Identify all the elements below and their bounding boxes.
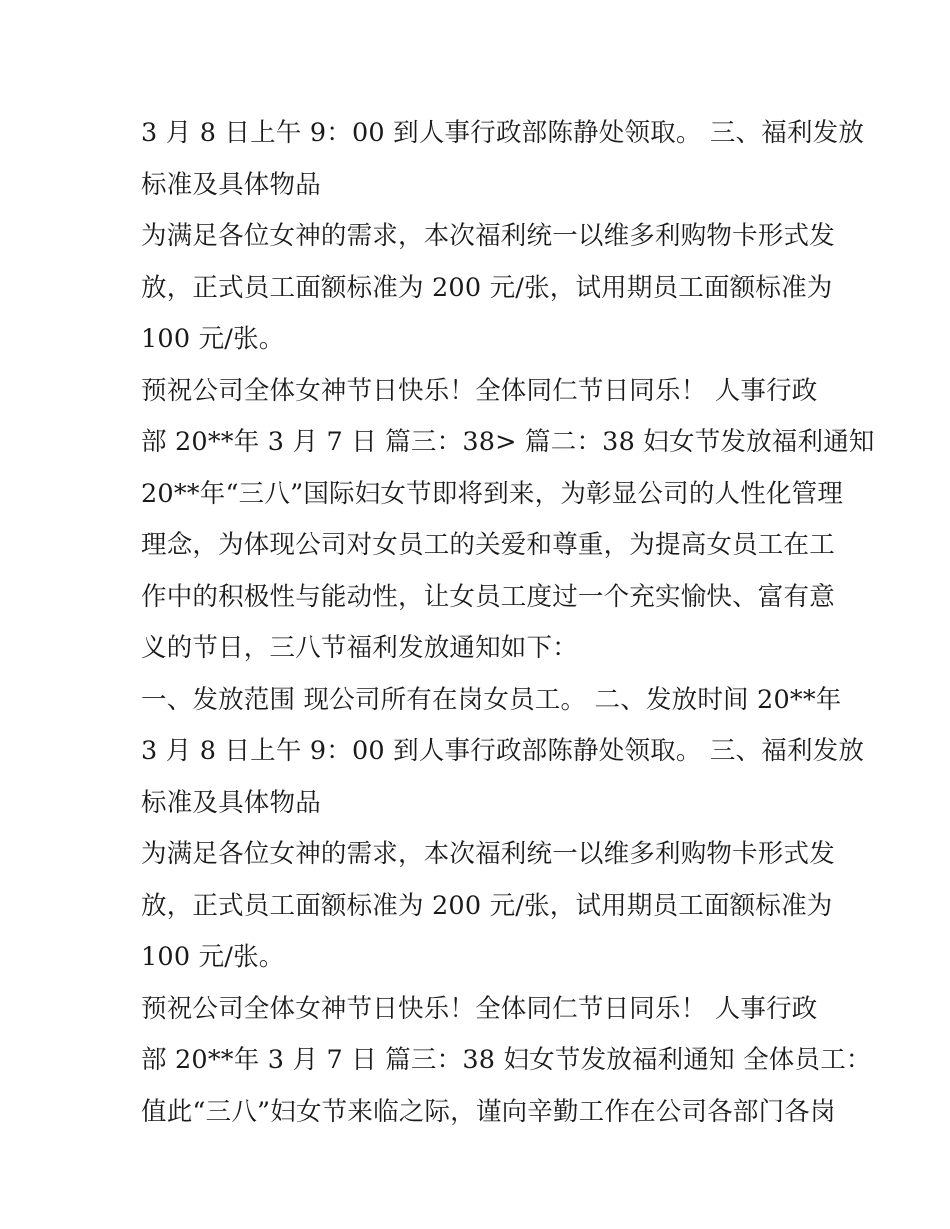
text-line: 标准及具体物品 <box>141 169 321 200</box>
text-line: 3 月 8 日上午 9：00 到人事行政部陈静处领取。 三、福利发放 <box>141 736 865 766</box>
text-line: 作中的积极性与能动性，让女员工度过一个充实愉快、富有意 <box>141 581 835 612</box>
text-line: 预祝公司全体女神节日快乐！全体同仁节日同乐！ 人事行政 <box>141 993 818 1024</box>
text-line: 理念，为体现公司对女员工的关爱和尊重，为提高女员工在工 <box>141 530 835 560</box>
text-line: 放，正式员工面额标准为 200 元/张，试用期员工面额标准为 <box>141 272 833 303</box>
text-line: 部 20**年 3 月 7 日 篇三：38> 篇二：38 妇女节发放福利通知 <box>141 427 875 457</box>
text-line: 预祝公司全体女神节日快乐！全体同仁节日同乐！ 人事行政 <box>141 375 818 406</box>
text-line: 3 月 8 日上午 9：00 到人事行政部陈静处领取。 三、福利发放 <box>141 118 865 148</box>
text-line: 值此“三八”妇女节来临之际，谨向辛勤工作在公司各部门各岗 <box>141 1096 836 1127</box>
text-line: 一、发放范围 现公司所有在岗女员工。 二、发放时间 20**年 <box>141 684 842 715</box>
text-line: 20**年“三八”国际妇女节即将到来，为彰显公司的人性化管理 <box>141 478 844 509</box>
text-line: 100 元/张。 <box>141 942 285 972</box>
text-line: 100 元/张。 <box>141 324 285 354</box>
text-line: 为满足各位女神的需求，本次福利统一以维多利购物卡形式发 <box>141 839 835 869</box>
text-line: 义的节日，三八节福利发放通知如下： <box>141 633 578 663</box>
text-line: 为满足各位女神的需求，本次福利统一以维多利购物卡形式发 <box>141 221 835 251</box>
text-line: 标准及具体物品 <box>141 787 321 818</box>
text-line: 放，正式员工面额标准为 200 元/张，试用期员工面额标准为 <box>141 890 833 921</box>
document-body <box>141 108 875 1138</box>
text-line: 部 20**年 3 月 7 日 篇三：38 妇女节发放福利通知 全体员工： <box>141 1045 872 1075</box>
